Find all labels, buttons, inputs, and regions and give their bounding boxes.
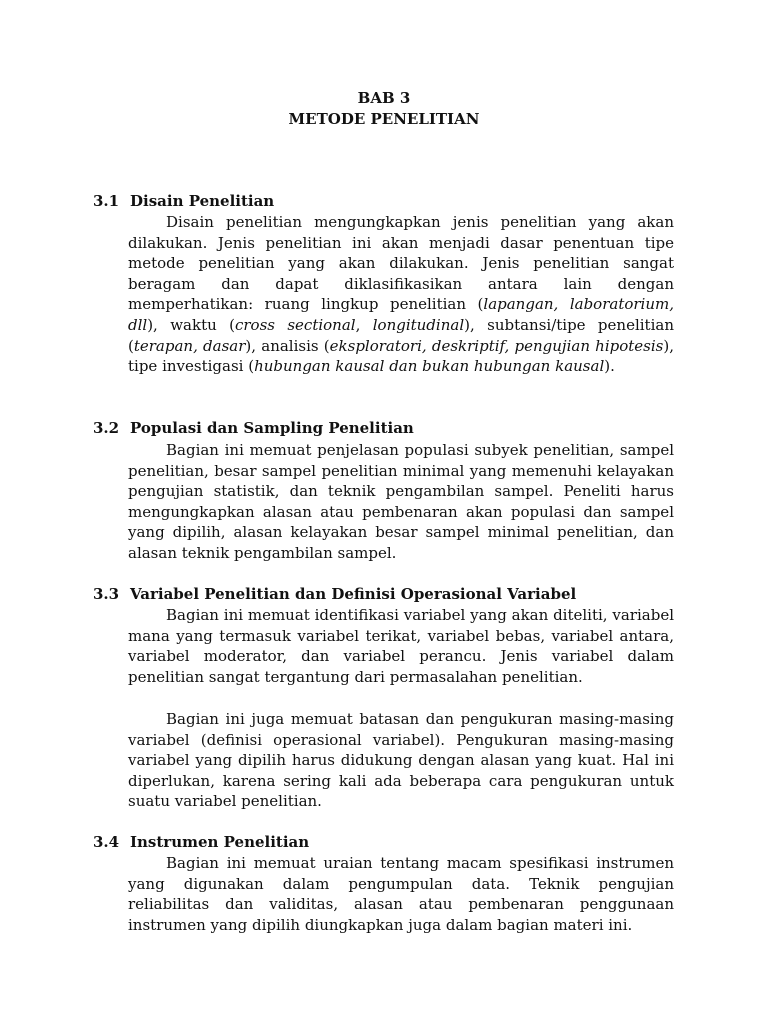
section-number: 3.2 <box>93 419 120 437</box>
italic-text-run: lapangan, laboratorium, dll <box>128 295 674 334</box>
text-run: ), waktu ( <box>147 315 235 334</box>
text-run: , <box>355 315 373 334</box>
text-run: Bagian ini memuat penjelasan populasi subyek penelitian, sampel penelitian, besar sampel penelitian minimal yang memenuhi kelayakan pengujian statistik, dan teknik pengambilan sampel. Peneliti harus mengungkapkan alasan atau pembenaran akan populasi dan sampel yang dipilih, alasan kelayakan besar sampel minimal penelitian, dan alasan teknik pengambilan sampel. <box>128 441 674 562</box>
text-run: Bagian ini juga memuat batasan dan pengukuran masing-masing variabel (definisi operasional variabel). Pengukuran masing-masing variabel yang dipilih harus didukung dengan alasan yang kuat. Hal ini diperlukan, karena sering kali ada beberapa cara pengukuran untuk suatu variabel penelitian. <box>128 710 674 811</box>
italic-text-run: longitudinal <box>372 315 465 334</box>
text-run: ), tipe investigasi ( <box>128 336 674 376</box>
section-number: 3.4 <box>93 833 120 851</box>
text-run: ), subtansi/tipe penelitian ( <box>128 315 674 355</box>
text-run: ), analisis ( <box>245 336 330 355</box>
text-run: Disain penelitian mengungkapkan jenis penelitian yang akan dilakukan. Jenis penelitian ini akan menjadi dasar penentuan tipe metode penelitian yang akan dilakukan. Jenis penelitian sangat beragam dan dapat diklasifikasikan antara lain dengan memperhatikan: ruang lingkup penelitian ( <box>128 213 674 314</box>
section-heading-3-3 <box>93 585 576 603</box>
section-title: Instrumen Penelitian <box>130 833 310 851</box>
section-heading-3-2 <box>93 419 414 437</box>
section-3-4-paragraph-1 <box>128 853 674 935</box>
section-title: Populasi dan Sampling Penelitian <box>130 419 414 437</box>
section-heading-3-4 <box>93 833 309 851</box>
chapter-label: BAB 3 <box>357 89 411 107</box>
section-3-3-paragraph-1 <box>128 605 674 687</box>
italic-text-run: eksploratori, deskriptif, pengujian hipotesis <box>329 336 664 355</box>
italic-text-run: cross sectional <box>234 315 356 334</box>
italic-text-run: hubungan kausal dan bukan hubungan kausal <box>254 357 605 376</box>
section-title: Disain Penelitian <box>130 192 275 210</box>
section-title: Variabel Penelitian dan Definisi Operasional Variabel <box>130 585 577 603</box>
section-number: 3.1 <box>93 192 120 210</box>
text-run: Bagian ini memuat identifikasi variabel yang akan diteliti, variabel mana yang termasuk variabel terikat, variabel bebas, variabel antara, variabel moderator, dan variabel perancu. Jenis variabel dalam penelitian sangat tergantung dari permasalahan penelitian. <box>128 606 674 686</box>
text-run: ). <box>604 357 615 376</box>
text-run: Bagian ini memuat uraian tentang macam spesifikasi instrumen yang digunakan dalam pengumpulan data. Teknik pengujian reliabilitas dan validitas, alasan atau pembenaran penggunaan instrumen yang dipilih diungkapkan juga dalam bagian materi ini. <box>128 854 674 934</box>
chapter-title: METODE PENELITIAN <box>288 110 480 128</box>
section-heading-3-1 <box>93 192 274 210</box>
section-number: 3.3 <box>93 585 120 603</box>
section-3-2-paragraph-1 <box>128 440 674 564</box>
section-3-1-paragraph-1 <box>128 212 674 377</box>
section-3-3-paragraph-2 <box>128 709 674 812</box>
italic-text-run: terapan, dasar <box>133 336 246 355</box>
